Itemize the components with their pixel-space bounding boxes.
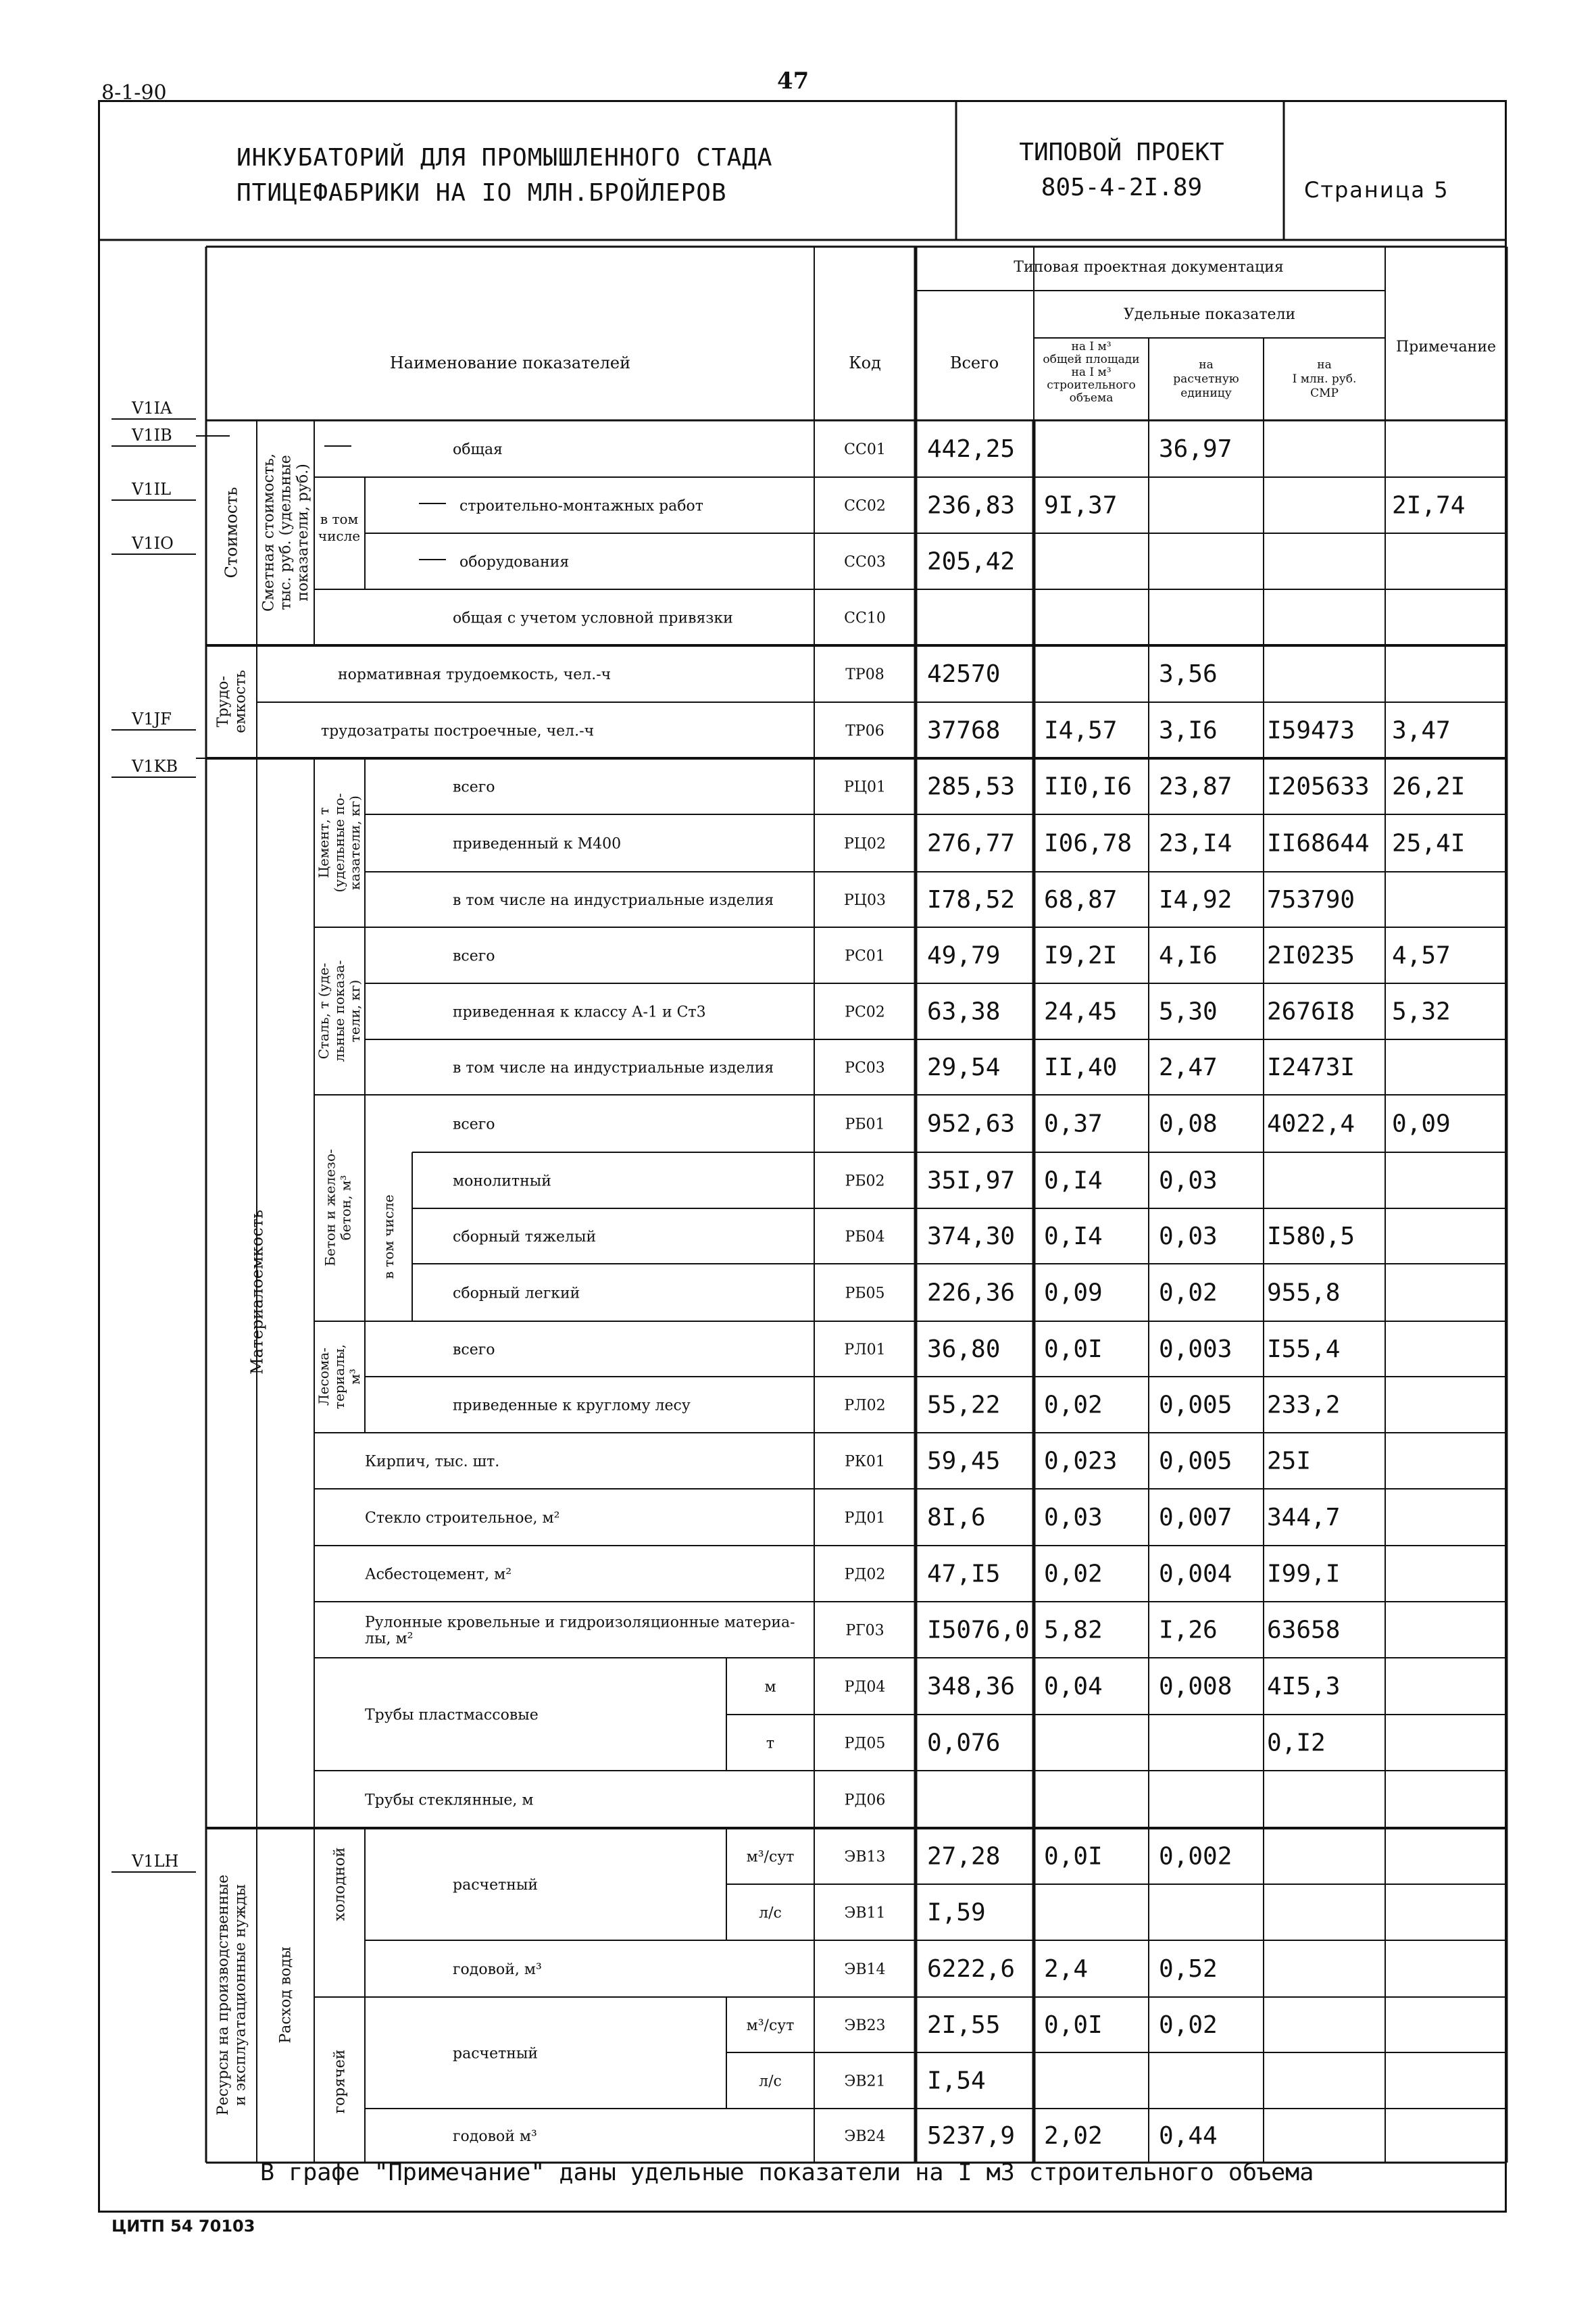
row-total: 2I,55 (927, 2011, 1001, 2039)
group-water: Расход воды (277, 1946, 295, 2044)
row-name: строительно-монтажных работ (459, 497, 703, 515)
row-unit: I,26 (1159, 1616, 1218, 1644)
col-m3-header: общей площади (1043, 353, 1140, 366)
row-total: I5076,0 (927, 1616, 1030, 1644)
group-concrete-incl: в том числе (380, 1194, 397, 1279)
row-note: 3,47 (1392, 716, 1451, 745)
group-timber: Лесома- (316, 1347, 332, 1406)
row-unit: 0,003 (1159, 1335, 1232, 1363)
group-steel: льные показа- (331, 960, 347, 1062)
row-code: РГ03 (845, 1622, 884, 1640)
row-m3: 0,03 (1044, 1504, 1103, 1531)
row-note: 4,57 (1392, 941, 1451, 970)
row-code: РБ02 (845, 1173, 885, 1190)
col-m3-header: строительного (1047, 378, 1136, 392)
row-name: общая с учетом условной привязки (453, 610, 733, 627)
row-code: РЛ01 (844, 1341, 886, 1358)
row-unit: I4,92 (1159, 886, 1232, 914)
group-cement: (удельные по- (331, 793, 347, 893)
row-code: ЭВ23 (844, 2017, 886, 2034)
row-code: ЭВ14 (844, 1961, 886, 1978)
side-label: V1KB (132, 757, 178, 776)
row-m3: 9I,37 (1044, 491, 1118, 520)
row-code: РЛ02 (844, 1397, 886, 1414)
row-code: РД06 (844, 1792, 886, 1809)
row-mln: I580,5 (1267, 1223, 1355, 1250)
row-name: приведенный к М400 (453, 835, 622, 853)
footnote: В графе "Примечание" даны удельные показатели на I м3 строительного объема (260, 2159, 1314, 2186)
row-name: Трубы пластмассовые (365, 1706, 539, 1724)
row-total: 27,28 (927, 1842, 1001, 1871)
col-mln-header: на (1317, 358, 1332, 372)
row-total: 236,83 (927, 491, 1016, 520)
group-steel: Сталь, т (уде- (316, 962, 332, 1060)
row-m3: 2,4 (1044, 1955, 1089, 1983)
col-unit-header: единицу (1180, 387, 1232, 400)
row-unit: 0,03 (1159, 1166, 1218, 1195)
group-labor: емкость (232, 670, 249, 733)
row-code: СС01 (844, 441, 886, 458)
row-total: 59,45 (927, 1447, 1001, 1475)
row-note: 0,09 (1392, 1110, 1451, 1138)
row-unit: м³/сут (746, 1848, 795, 1866)
row-total: 348,36 (927, 1673, 1016, 1700)
col-mln-header: I млн. руб. (1292, 372, 1357, 386)
group-concrete: Бетон и железо- (322, 1149, 339, 1266)
row-code: РС01 (845, 947, 885, 965)
row-unit: 3,56 (1159, 660, 1218, 688)
row-unit: м³/сут (746, 2017, 795, 2034)
row-unit: 3,I6 (1159, 716, 1218, 745)
group-cost-sub: показатели, руб.) (295, 464, 311, 601)
row-unit: м (764, 1679, 776, 1696)
row-code: СС03 (844, 553, 886, 571)
row-mln: I99,I (1267, 1560, 1341, 1588)
row-m3: 24,45 (1044, 998, 1118, 1026)
row-name: сборный легкий (453, 1285, 580, 1302)
row-unit: 5,30 (1159, 998, 1218, 1026)
row-name: в том числе на индустриальные изделия (453, 892, 774, 909)
row-code: РС02 (845, 1004, 885, 1021)
row-unit: 0,44 (1159, 2122, 1218, 2150)
row-code: РБ05 (845, 1285, 885, 1302)
row-unit: л/с (759, 1904, 782, 1922)
group-resources: Ресурсы на производственные (215, 1874, 232, 2116)
side-label: V1IB (132, 426, 172, 445)
row-total: 63,38 (927, 998, 1001, 1026)
row-total: 49,79 (927, 941, 1001, 970)
row-code: РБ01 (845, 1116, 885, 1133)
row-total: 6222,6 (927, 1955, 1016, 1983)
row-mln: 4I5,3 (1267, 1673, 1341, 1700)
incl-label: в том (320, 511, 359, 527)
group-labor: Трудо- (215, 676, 232, 727)
row-mln: 2676I8 (1267, 998, 1355, 1026)
page-label: Страница 5 (1304, 177, 1449, 203)
group-cost: Стоимость (222, 487, 241, 578)
row-name: монолитный (453, 1173, 551, 1190)
row-m3: 0,02 (1044, 1391, 1103, 1419)
row-mln: I205633 (1267, 772, 1370, 801)
row-m3: 0,I4 (1044, 1223, 1103, 1250)
project-number: 805-4-2I.89 (1041, 174, 1203, 201)
row-code: ТР08 (845, 666, 884, 683)
row-unit: 0,008 (1159, 1673, 1232, 1700)
row-name: общая (453, 441, 503, 458)
row-code: РК01 (845, 1453, 885, 1471)
group-hot: горячей (331, 2049, 349, 2114)
row-name: Трубы стеклянные, м (365, 1792, 534, 1809)
page-number: 47 (777, 68, 809, 95)
row-total: 285,53 (927, 772, 1016, 801)
row-unit: 0,002 (1159, 1842, 1232, 1871)
row-name: в том числе на индустриальные изделия (453, 1060, 774, 1077)
row-code: ЭВ21 (844, 2073, 886, 2090)
row-mln: I59473 (1267, 716, 1355, 745)
row-unit: 0,005 (1159, 1447, 1232, 1475)
row-total: 29,54 (927, 1054, 1001, 1081)
row-total: 36,80 (927, 1335, 1001, 1363)
row-m3: 2,02 (1044, 2122, 1103, 2150)
row-total: 35I,97 (927, 1166, 1016, 1195)
row-unit: 36,97 (1159, 435, 1232, 463)
row-mln: 753790 (1267, 886, 1355, 914)
col-m3-header: на I м³ (1071, 366, 1112, 379)
group-timber: териалы, (331, 1344, 347, 1409)
col-note-header: Примечание (1395, 339, 1497, 355)
col-group-header: Типовая проектная документация (1014, 259, 1284, 276)
row-code: РБ04 (845, 1229, 885, 1246)
group-timber: м³ (347, 1369, 363, 1385)
row-code: РД01 (844, 1510, 886, 1527)
row-unit: 0,02 (1159, 1279, 1218, 1307)
col-unit-header: расчетную (1173, 372, 1239, 386)
title-line-1: ИНКУБАТОРИЙ ДЛЯ ПРОМЫШЛЕННОГО СТАДА (236, 144, 773, 172)
row-note: 2I,74 (1392, 491, 1466, 520)
row-total: 276,77 (927, 829, 1016, 858)
row-unit: 2,47 (1159, 1054, 1218, 1081)
row-total: 42570 (927, 660, 1001, 688)
group-cost-sub: тыс. руб. (удельные (277, 455, 295, 610)
row-code: ТР06 (845, 722, 884, 740)
row-name: трудозатраты построечные, чел.-ч (321, 722, 595, 740)
row-m3: 0,023 (1044, 1447, 1118, 1475)
row-mln: 233,2 (1267, 1391, 1341, 1419)
row-m3: 5,82 (1044, 1616, 1103, 1644)
row-total: 442,25 (927, 435, 1016, 463)
side-label: V1LH (132, 1852, 179, 1871)
row-name: годовой, м³ (453, 1961, 542, 1978)
row-name: Кирпич, тыс. шт. (365, 1453, 500, 1471)
row-unit: 23,I4 (1159, 829, 1232, 858)
row-code: РС03 (845, 1060, 885, 1077)
col-mln-header: СМР (1310, 387, 1339, 400)
group-cement: Цемент, т (316, 807, 332, 879)
row-unit: 4,I6 (1159, 941, 1218, 970)
col-m3-header: на I м³ (1071, 340, 1112, 353)
row-unit: 0,03 (1159, 1223, 1218, 1250)
row-total: 55,22 (927, 1391, 1001, 1419)
row-note: 26,2I (1392, 772, 1466, 801)
row-code: РЦ02 (844, 835, 886, 853)
side-label: V1IA (132, 399, 172, 418)
row-total: 8I,6 (927, 1504, 986, 1531)
row-code: РД05 (844, 1735, 886, 1752)
row-m3: I4,57 (1044, 716, 1118, 745)
row-mln: 344,7 (1267, 1504, 1341, 1531)
group-resources: и эксплуатационные нужды (232, 1884, 249, 2106)
col-unit-header: на (1199, 358, 1214, 372)
row-name: приведенные к круглому лесу (453, 1397, 691, 1414)
row-mln: II68644 (1267, 829, 1370, 858)
row-m3: 0,0I (1044, 2011, 1103, 2039)
side-label: V1JF (132, 710, 172, 729)
row-total: 374,30 (927, 1223, 1016, 1250)
row-name: расчетный (453, 1877, 539, 1894)
row-unit: 0,005 (1159, 1391, 1232, 1419)
row-total: I78,52 (927, 886, 1016, 914)
row-name: нормативная трудоемкость, чел.-ч (338, 666, 612, 683)
col-code-header: Код (849, 353, 881, 372)
row-unit: 0,004 (1159, 1560, 1232, 1588)
col-specific-header: Удельные показатели (1123, 306, 1296, 323)
group-cost-sub: Сметная стоимость, (260, 453, 278, 612)
group-cold: холодной (331, 1847, 349, 1921)
row-unit: т (766, 1735, 775, 1752)
row-unit: 0,08 (1159, 1110, 1218, 1138)
row-total: 205,42 (927, 547, 1016, 576)
row-code: РЦ03 (844, 892, 886, 909)
row-unit: 0,02 (1159, 2011, 1218, 2039)
row-name: Рулонные кровельные и гидроизоляционные материа- (365, 1614, 795, 1631)
row-name: расчетный (453, 2045, 539, 2063)
row-mln: 0,I2 (1267, 1729, 1326, 1757)
row-m3: 0,09 (1044, 1279, 1103, 1307)
project-label: ТИПОВОЙ ПРОЕКТ (1019, 139, 1224, 166)
row-m3: 0,0I (1044, 1335, 1103, 1363)
group-steel: тели, кг) (347, 979, 363, 1043)
row-total: 0,076 (927, 1729, 1001, 1757)
row-name: Асбестоцемент, м² (365, 1566, 512, 1583)
row-m3: 0,37 (1044, 1110, 1103, 1138)
row-total: 47,I5 (927, 1560, 1001, 1588)
row-note: 25,4I (1392, 829, 1466, 858)
group-cement: казатели, кг) (347, 795, 363, 890)
row-m3: 0,04 (1044, 1673, 1103, 1700)
col-name-header: Наименование показателей (389, 353, 631, 372)
row-m3: II,40 (1044, 1054, 1118, 1081)
row-mln: 2I0235 (1267, 941, 1355, 970)
row-unit: л/с (759, 2073, 782, 2090)
row-unit: 0,52 (1159, 1955, 1218, 1983)
row-m3: II0,I6 (1044, 772, 1132, 801)
row-total: 226,36 (927, 1279, 1016, 1307)
row-mln: I2473I (1267, 1054, 1355, 1081)
row-name: годовой м³ (453, 2128, 537, 2145)
row-name: всего (453, 1116, 495, 1133)
row-code: РЦ01 (844, 779, 886, 796)
stamp: ЦИТП 54 70103 (111, 2217, 255, 2236)
row-total: 5237,9 (927, 2122, 1016, 2150)
row-m3: 68,87 (1044, 886, 1118, 914)
row-total: I,54 (927, 2067, 986, 2095)
row-code: РД04 (844, 1679, 886, 1696)
row-total: 952,63 (927, 1110, 1016, 1138)
row-unit: 23,87 (1159, 772, 1232, 801)
incl-label: числе (318, 528, 361, 544)
row-code: РД02 (844, 1566, 886, 1583)
row-mln: 25I (1267, 1447, 1312, 1475)
row-name: лы, м² (365, 1630, 414, 1648)
row-name: оборудования (459, 553, 570, 571)
title-line-2: ПТИЦЕФАБРИКИ НА IO МЛН.БРОЙЛЕРОВ (236, 179, 727, 207)
row-m3: I9,2I (1044, 941, 1118, 970)
row-name: сборный тяжелый (453, 1229, 597, 1246)
row-mln: 63658 (1267, 1616, 1341, 1644)
row-mln: 955,8 (1267, 1279, 1341, 1307)
col-m3-header: объема (1069, 391, 1114, 405)
row-code: ЭВ13 (844, 1848, 886, 1866)
row-note: 5,32 (1392, 998, 1451, 1026)
side-label: V1IO (132, 534, 174, 553)
row-m3: 0,02 (1044, 1560, 1103, 1588)
row-total: 37768 (927, 716, 1001, 745)
row-name: всего (453, 1341, 495, 1358)
col-total-header: Всего (949, 353, 999, 372)
row-code: ЭВ11 (844, 1904, 886, 1922)
row-m3: 0,0I (1044, 1842, 1103, 1871)
group-materials: Материалоемкость (247, 1210, 267, 1375)
row-unit: 0,007 (1159, 1504, 1232, 1531)
row-mln: I55,4 (1267, 1335, 1341, 1363)
row-name: Стекло строительное, м² (365, 1510, 560, 1527)
row-name: всего (453, 947, 495, 965)
side-label: V1IL (132, 480, 172, 499)
row-name: приведенная к классу А-1 и Ст3 (453, 1004, 706, 1021)
row-code: СС02 (844, 497, 886, 515)
sheet-code: 8-1-90 (101, 81, 167, 105)
row-code: ЭВ24 (844, 2128, 886, 2145)
row-m3: I06,78 (1044, 829, 1132, 858)
row-mln: 4022,4 (1267, 1110, 1355, 1138)
row-total: I,59 (927, 1898, 986, 1927)
row-m3: 0,I4 (1044, 1166, 1103, 1195)
group-concrete: бетон, м³ (337, 1175, 354, 1241)
row-name: всего (453, 779, 495, 796)
row-code: СС10 (844, 610, 886, 627)
